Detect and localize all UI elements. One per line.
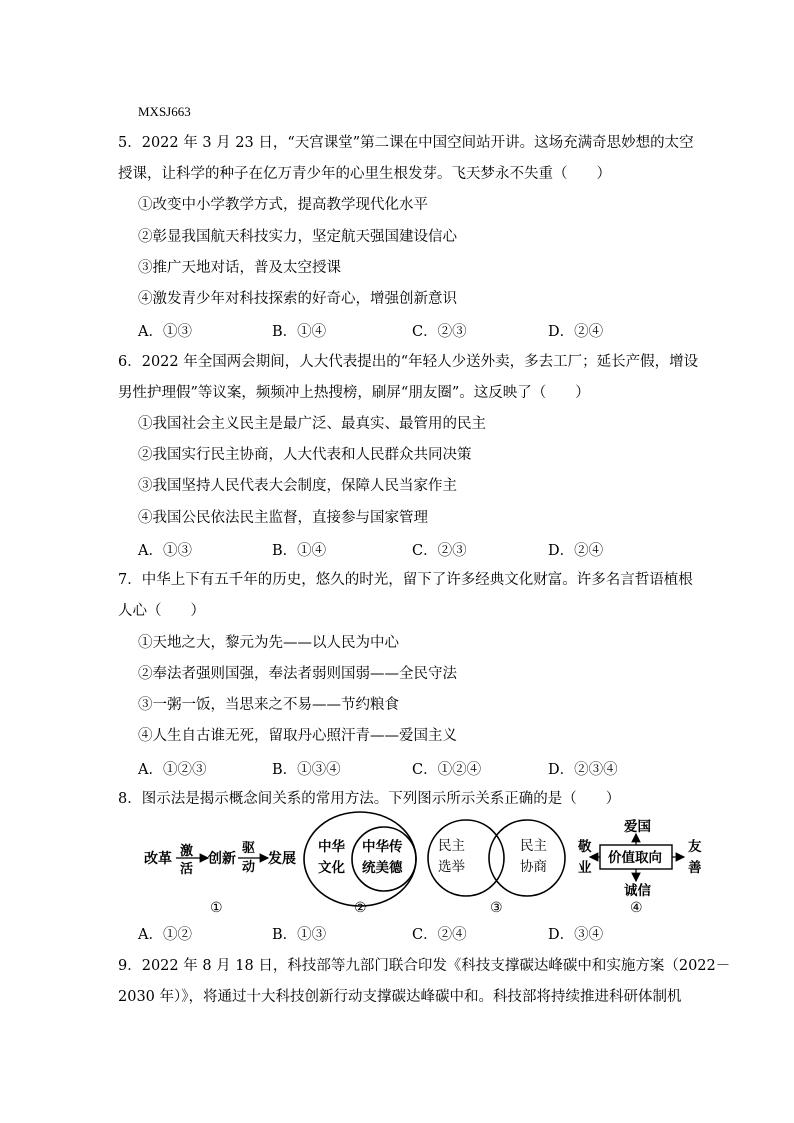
fig2-outer-circle (304, 812, 416, 906)
fig4-center: 价值取向 (608, 850, 662, 866)
q6-option-d[interactable]: D．②④ (548, 543, 604, 559)
fig4-left-2: 业 (578, 860, 592, 876)
fig1-activate-1: 激 (180, 844, 194, 859)
fig1-reform: 改革 (144, 851, 172, 867)
q5-statement-2: ②彰显我国航天科技实力，坚定航天强国建设信心 (138, 229, 457, 245)
fig2-inner-label-2: 统美德 (362, 860, 403, 876)
q6-statement-3: ③我国坚持人民代表大会制度，保障人民当家作主 (138, 478, 457, 494)
q7-statement-2: ②奉法者强则国强，奉法者弱则国弱——全民守法 (138, 666, 457, 682)
fig4-left-1: 敬 (578, 839, 592, 855)
q7-stem-line1: 7．中华上下有五千年的历史，悠久的时光，留下了许多经典文化财富。许多名言哲语植根 (118, 572, 693, 588)
q6-statement-1: ①我国社会主义民主是最广泛、最真实、最管用的民主 (138, 416, 486, 432)
q5-option-a[interactable]: A．①③ (138, 324, 192, 340)
q7-statement-3: ③一粥一饭，当思来之不易——节约粮食 (138, 697, 399, 713)
q8-option-c[interactable]: C．②④ (412, 927, 467, 943)
fig2-inner-circle (352, 827, 416, 891)
q7-statement-1: ①天地之大，黎元为先——以人民为中心 (138, 635, 399, 651)
fig3-left-circle (428, 820, 504, 896)
q5-statement-3: ③推广天地对话，普及太空授课 (138, 260, 341, 276)
fig1-drive-1: 驱 (242, 841, 256, 856)
fig3-number: ③ (490, 900, 503, 916)
q6-option-a[interactable]: A．①③ (138, 543, 192, 559)
q8-option-b[interactable]: B．①③ (272, 927, 327, 943)
fig1-number: ① (210, 900, 223, 916)
fig2-outer-label-1: 中华 (318, 839, 345, 855)
fig4-number: ④ (630, 900, 643, 916)
fig3-right-label-2: 协商 (520, 859, 547, 875)
q9-stem-line1: 9．2022 年 8 月 18 日，科技部等九部门联合印发《科技支撑碳达峰碳中和实施方案（2022－ (118, 958, 731, 974)
fig1-innovate: 创新 (208, 851, 236, 867)
q5-stem-line1: 5．2022 年 3 月 23 日，“天宫课堂”第二课在中国空间站开讲。这场充满奇思妙想的太空 (118, 135, 694, 151)
q7-option-d[interactable]: D．②③④ (548, 762, 618, 778)
q6-option-c[interactable]: C．②③ (412, 543, 467, 559)
diagram-2-nested-circles (304, 812, 416, 916)
fig4-bottom: 诚信 (624, 883, 651, 899)
q6-statement-4: ④我国公民依法民主监督，直接参与国家管理 (138, 510, 428, 526)
fig3-left-label-1: 民主 (438, 838, 465, 854)
q5-statement-4: ④激发青少年对科技探索的好奇心，增强创新意识 (138, 291, 457, 307)
q7-option-c[interactable]: C．①②④ (412, 762, 482, 778)
q5-stem-line2: 授课，让科学的种子在亿万青少年的心里生根发芽。飞天梦永不失重（ ） (118, 166, 611, 182)
q6-option-b[interactable]: B．①④ (272, 543, 327, 559)
fig4-right-1: 友 (688, 839, 702, 855)
diagram-4-value-orientation (577, 818, 702, 916)
q5-option-c[interactable]: C．②③ (412, 324, 467, 340)
fig3-right-label-1: 民主 (520, 838, 547, 854)
q8-options (138, 923, 698, 943)
diagram-3-venn (428, 820, 565, 916)
q5-statement-1: ①改变中小学教学方式，提高教学现代化水平 (138, 197, 428, 213)
q7-option-a[interactable]: A．①②③ (138, 762, 207, 778)
q6-stem-line2: 男性护理假”等议案，频频冲上热搜榜，刷屏“朋友圈”。这反映了（ ） (118, 385, 590, 401)
diagram-1-flow (144, 841, 296, 916)
fig3-left-label-2: 选举 (438, 859, 465, 875)
q7-option-b[interactable]: B．①③④ (272, 762, 341, 778)
fig2-inner-label-1: 中华传 (362, 839, 403, 855)
q8-option-d[interactable]: D．③④ (548, 927, 604, 943)
fig4-top: 爱国 (624, 819, 651, 835)
q5-option-d[interactable]: D．②④ (548, 324, 604, 340)
q7-statement-4: ④人生自古谁无死，留取丹心照汗青——爱国主义 (138, 728, 457, 744)
fig1-drive-2: 动 (242, 860, 256, 875)
fig1-develop: 发展 (268, 851, 296, 867)
fig2-number: ② (354, 900, 367, 916)
q5-option-b[interactable]: B．①④ (272, 324, 327, 340)
fig2-outer-label-2: 文化 (318, 860, 345, 876)
q6-stem-line1: 6．2022 年全国两会期间，人大代表提出的“年轻人少送外卖，多去工厂；延长产假，增设 (118, 354, 699, 370)
fig3-right-circle (489, 820, 565, 896)
q6-statement-2: ②我国实行民主协商，人大代表和人民群众共同决策 (138, 447, 472, 463)
q8-option-a[interactable]: A．①② (138, 927, 192, 943)
q8-stem-line1: 8．图示法是揭示概念间关系的常用方法。下列图示所示关系正确的是（ ） (118, 791, 621, 807)
q9-stem-line2: 2030 年）》，将通过十大科技创新行动支撑碳达峰碳中和。科技部将持续推进科研体制机 (118, 989, 682, 1005)
fig1-activate-2: 活 (180, 862, 194, 877)
fig4-right-2: 善 (688, 860, 702, 876)
q7-stem-line2: 人心（ ） (118, 603, 205, 619)
document-code: MXSJ663 (138, 104, 191, 119)
